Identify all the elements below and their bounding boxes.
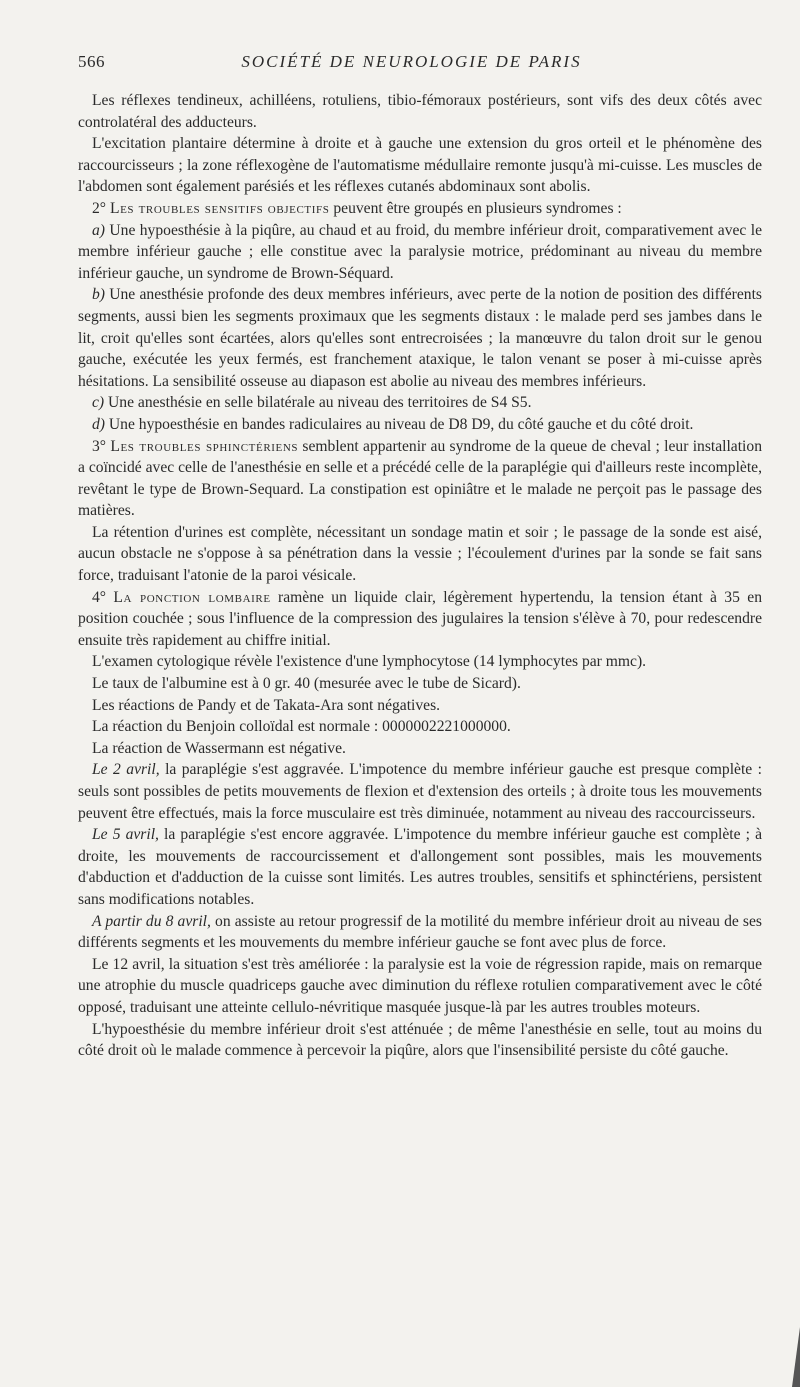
italic-lead: b) — [92, 286, 105, 304]
paragraph-text: L'hypoesthésie du membre inférieur droit s'est atténuée ; de même l'anesthésie en selle, tout au moins du côté droit où le malade commence à percevoir la piqûre, alors que l'insensibilité persiste du côté gauche. — [78, 1020, 762, 1060]
section-heading: Les troubles sphinctériens — [110, 437, 299, 455]
paragraph-text: la paraplégie s'est encore aggravée. L'impotence du membre inférieur gauche est complète ; à droite, les mouvements de raccourcissement et d'allongement sont possibles, mais les mouvements d'abduction et d'adduction de la cuisse sont limités. Les autres troubles, sensitifs et sphinctériens, persistent sans modifications notables. — [78, 826, 762, 908]
paragraph-text: la paraplégie s'est aggravée. L'impotence du membre inférieur gauche est presque complète : seuls sont possibles de petits mouvements de flexion et d'extension des orteils ; à droite tous les mouvements peuvent être effectués, mais la force musculaire est très diminuée, notamment au niveau des raccourcisseurs. — [78, 761, 762, 822]
paragraph-text: Les réflexes tendineux, achilléens, rotuliens, tibio-fémoraux postérieurs, sont vifs des deux côtés avec controlatéral des adducteurs. — [78, 92, 762, 131]
paragraph — [78, 392, 762, 414]
paragraph — [78, 673, 762, 695]
paragraph-text: Une anesthésie en selle bilatérale au niveau des territoires de S4 S5. — [104, 394, 532, 412]
paragraph — [78, 759, 762, 824]
paragraph — [78, 716, 762, 738]
italic-lead: d) — [92, 415, 105, 433]
paragraph — [78, 651, 762, 673]
italic-lead: Le 5 avril, — [92, 826, 159, 844]
paragraph — [78, 198, 762, 220]
paragraph-text: La réaction de Wassermann est négative. — [92, 739, 346, 757]
paragraph-text: Une hypoesthésie en bandes radiculaires au niveau de D8 D9, du côté gauche et du côté droit. — [105, 415, 694, 433]
paragraph-text: ramène un liquide clair, légèrement hypertendu, la tension étant à 35 en position couchée ; sous l'influence de la compression des jugulaires la tension s'élève à 70, pour redescendre ensuite très rapidement au chiffre initial. — [78, 588, 762, 649]
paragraph — [78, 695, 762, 717]
italic-lead: c) — [92, 394, 105, 412]
paragraph — [78, 284, 762, 392]
section-number: 4° — [92, 588, 114, 606]
italic-lead: Le 2 avril, — [92, 761, 160, 779]
section-number: 2° — [92, 199, 110, 217]
section-number: 3° — [92, 437, 111, 455]
paragraph-text: La réaction du Benjoin colloïdal est normale : 0000002221000000. — [92, 718, 511, 736]
paragraph — [78, 220, 762, 285]
paragraph-text: Le 12 avril, la situation s'est très améliorée : la paralysie est la voie de régression rapide, mais on remarque une atrophie du muscle quadriceps gauche avec diminution du réflexe rotulien comparativement avec le côté opposé, traduisant une atteinte cellulo-névritique masquée jusque-là par les autres troubles moteurs. — [78, 955, 762, 1016]
italic-lead: A partir du 8 avril, — [92, 912, 211, 930]
paragraph — [78, 133, 762, 198]
paragraph — [78, 738, 762, 760]
page-number: 566 — [78, 52, 105, 71]
paragraph — [78, 824, 762, 910]
section-heading: Les troubles sensitifs objectifs — [109, 199, 330, 217]
paragraph-text: L'examen cytologique révèle l'existence d'une lymphocytose (14 lymphocytes par mmc). — [92, 653, 647, 671]
paragraph-text: Le taux de l'albumine est à 0 gr. 40 (mesurée avec le tube de Sicard). — [92, 675, 521, 693]
paragraph-text: on assiste au retour progressif de la motilité du membre inférieur droit au niveau de ses différents segments et les mouvements du membre inférieur gauche se font avec plus de force. — [78, 912, 762, 952]
paragraph — [78, 436, 762, 522]
paragraph-text: Les réactions de Pandy et de Takata-Ara sont négatives. — [92, 696, 441, 714]
paragraph-text: Une anesthésie profonde des deux membres inférieurs, avec perte de la notion de position des différents segments, aussi bien les segments proximaux que les segments distaux : le malade perd ses jambes dans le lit, croit qu'elles sont écartées, alors qu'elles sont entrecroisées ; la manœuvre du talon droit sur le genou gauche, exécutée les yeux fermés, est franchement ataxique, le talon venant se poser à mi-cuisse après hésitations. La sensibilité osseuse au diapason est abolie au niveau des membres inférieurs. — [78, 286, 762, 390]
paragraph — [78, 414, 762, 436]
paragraph-text: L'excitation plantaire détermine à droite et à gauche une extension du gros orteil et le phénomène des raccourcisseurs ; la zone réflexogène de l'automatisme médullaire remonte jusqu'à mi-cuisse. Les muscles de l'abdomen sont également parésiés et les réflexes cutanés abdominaux sont abolis. — [78, 135, 762, 196]
paragraph-text: semblent appartenir au syndrome de la queue de cheval ; leur installation a coïncidé avec celle de l'anesthésie en selle et a précédé celle de la paraplégie qui d'ailleurs reste incomplète, revêtant le type de Brown-Sequard. La constipation est opiniâtre et le malade ne perçoit pas le passage des matières. — [78, 437, 762, 520]
paragraph — [78, 587, 762, 652]
paragraph — [78, 954, 762, 1019]
running-head: SOCIÉTÉ DE NEUROLOGIE DE PARIS — [241, 52, 582, 71]
section-heading: La ponction lombaire — [113, 588, 271, 606]
page-header — [78, 52, 758, 72]
paragraph-text: peuvent être groupés en plusieurs syndromes : — [329, 199, 622, 217]
page-edge-shadow — [792, 1327, 800, 1387]
paragraph — [78, 90, 762, 133]
paragraph-text: Une hypoesthésie à la piqûre, au chaud et au froid, du membre inférieur droit, comparativement avec le membre inférieur gauche ; elle constitue avec la paralysie motrice, prédominant au niveau du membre inférieur gauche, un syndrome de Brown-Séquard. — [78, 221, 762, 282]
paragraph — [78, 911, 762, 954]
paragraph-text: La rétention d'urines est complète, nécessitant un sondage matin et soir ; le passage de la sonde est aisé, aucun obstacle ne s'oppose à sa pénétration dans la vessie ; l'écoulement d'urines par la sonde se fait sans force, traduisant l'atonie de la paroi vésicale. — [78, 523, 762, 585]
article-body — [78, 90, 762, 1062]
paragraph — [78, 1019, 762, 1062]
italic-lead: a) — [92, 221, 105, 239]
paragraph — [78, 522, 762, 587]
